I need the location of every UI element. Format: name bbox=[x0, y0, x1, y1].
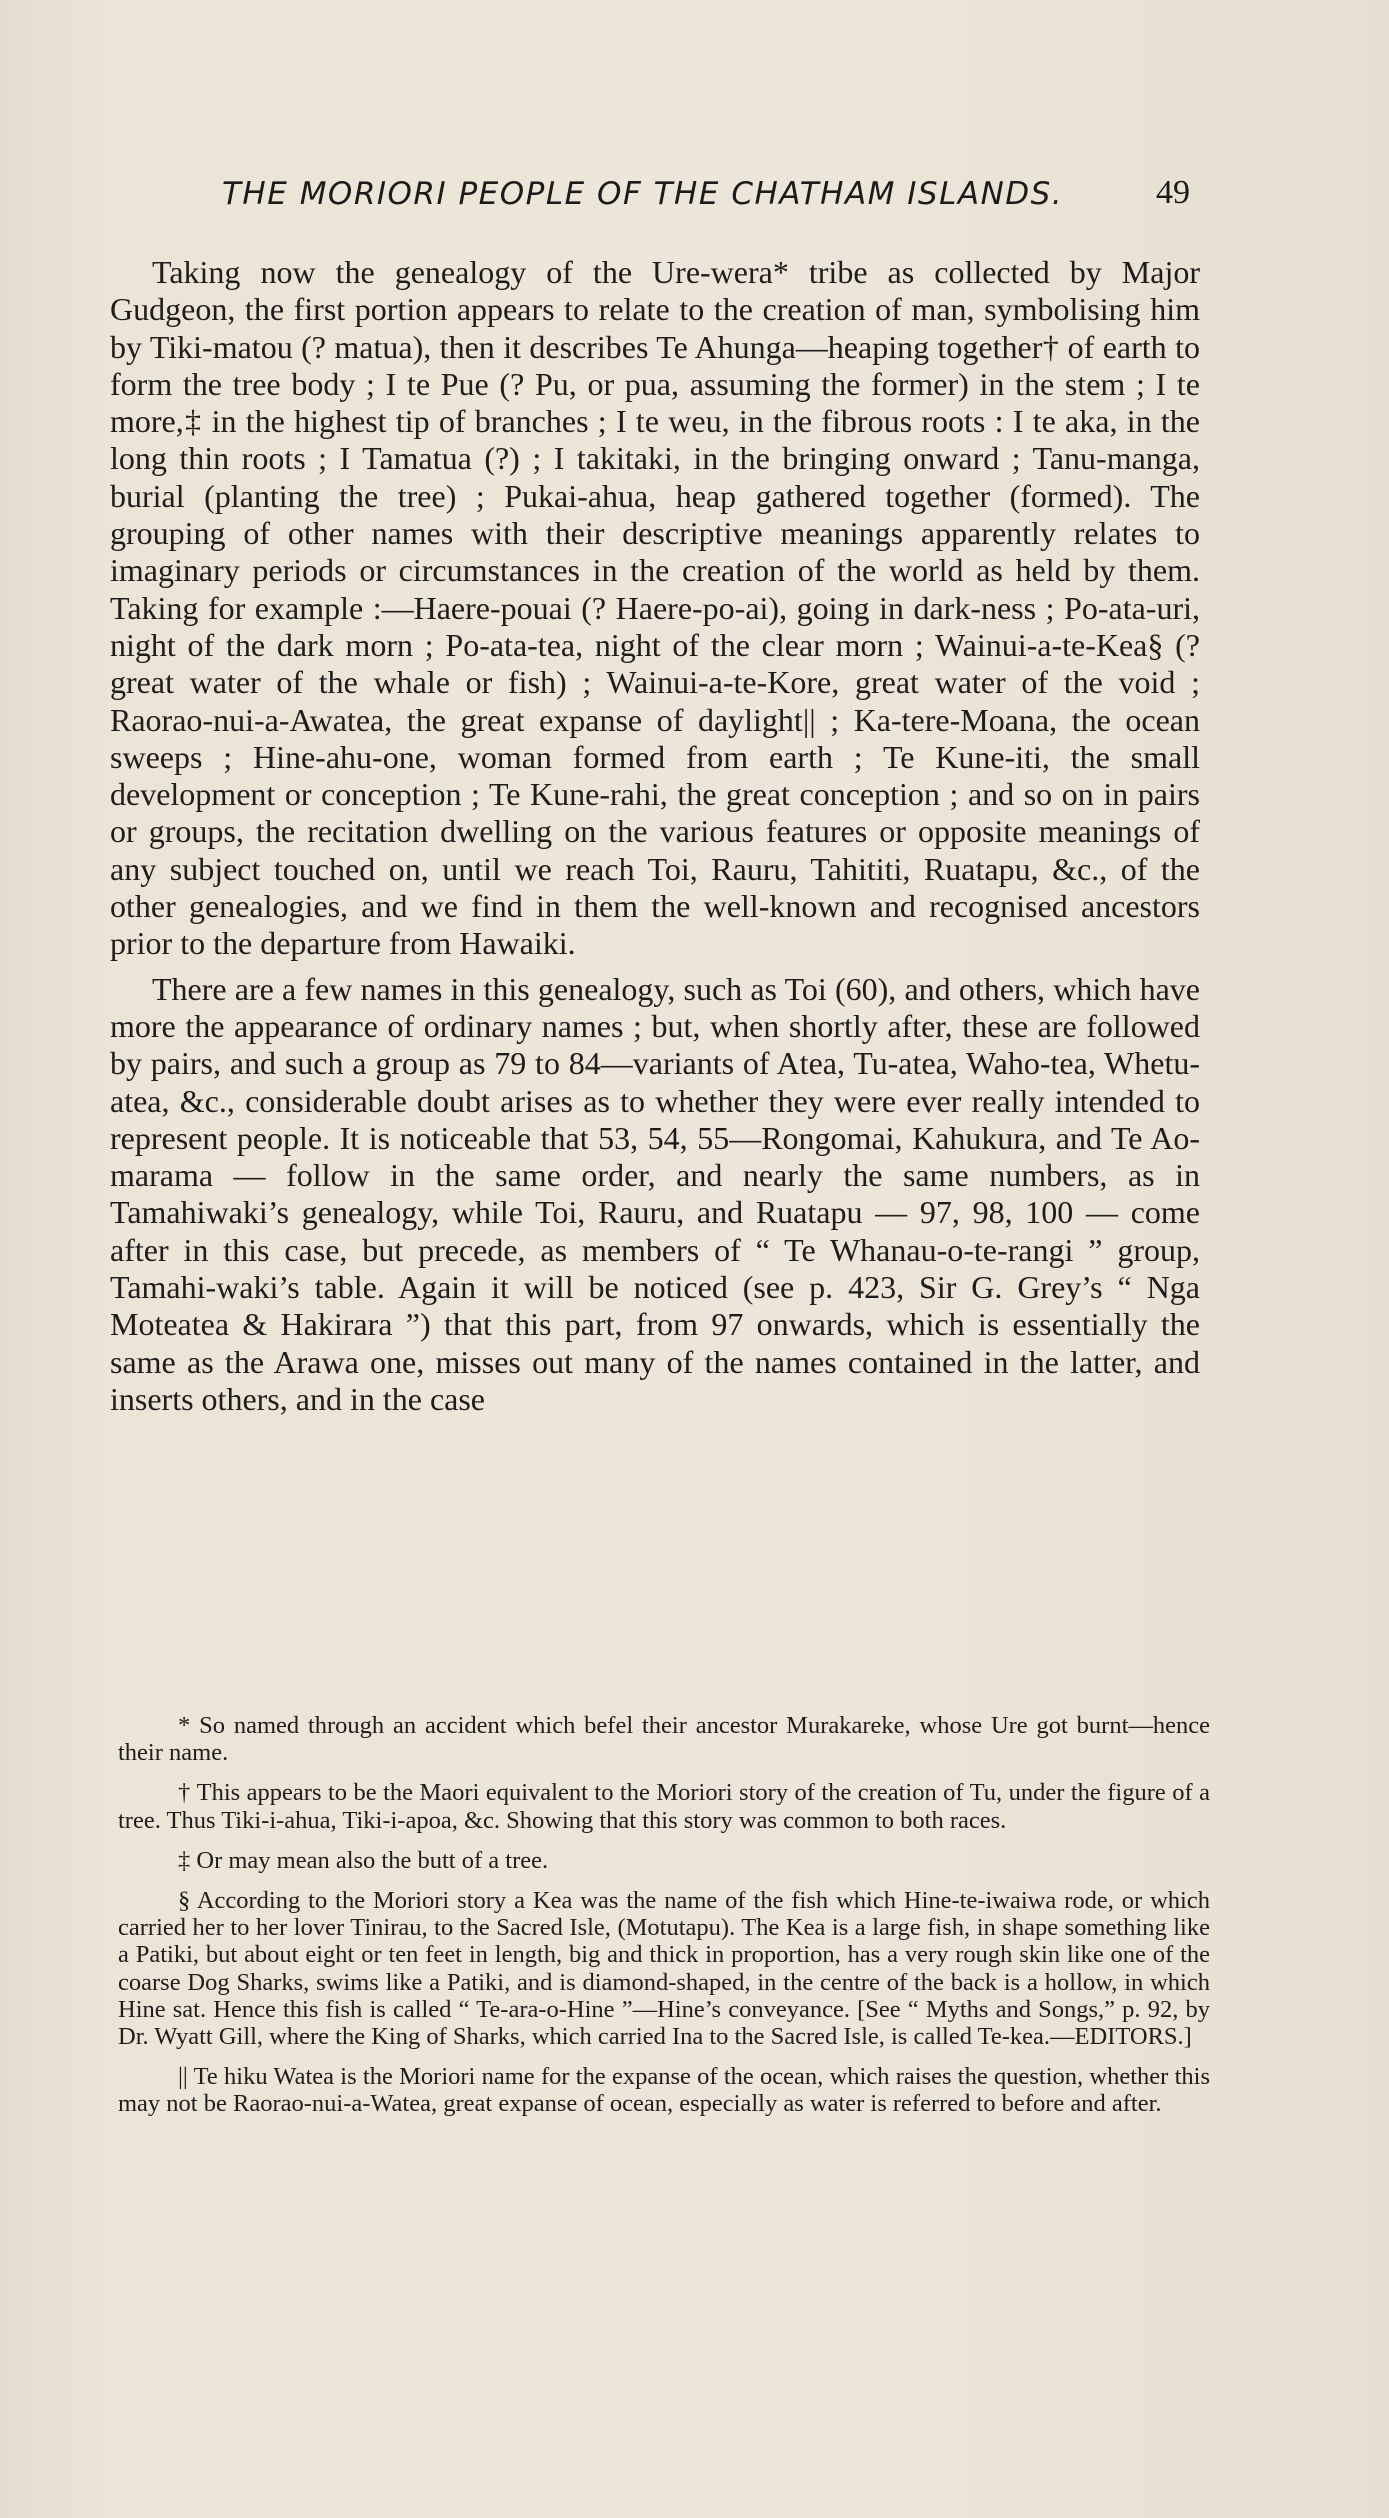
footnote-section: § According to the Moriori story a Kea was the name of the fish which Hine-te-iwaiwa rode, or which carried her to her lover Tinirau, to the Sacred Isle, (Motutapu). The Kea is a large fish, in shape something like a Patiki, but about eight or ten feet in length, big and thick in proportion, has a very rough skin like one of the coarse Dog Sharks, swims like a Patiki, and is diamond-shaped, in the centre of the back is a hollow, in which Hine sat. Hence this fish is called “ Te-ara-o-Hine ”—Hine’s conveyance. [See “ Myths and Songs,” p. 92, by Dr. Wyatt Gill, where the King of Sharks, which carried Ina to the Sacred Isle, is called Te-kea.—EDITORS.] bbox=[118, 1887, 1210, 2051]
footnote-double-dagger: ‡ Or may mean also the butt of a tree. bbox=[178, 1846, 549, 1874]
page-number: 49 bbox=[1156, 174, 1190, 211]
footnote-asterisk: * So named through an accident which befel their ancestor Murakareke, whose Ure got burnt—hence their name. bbox=[118, 1712, 1210, 1767]
main-text bbox=[110, 254, 1200, 1426]
paragraph: Taking now the genealogy of the Ure-wera* tribe as collected by Major Gudgeon, the first portion appears to relate to the creation of man, symbolising him by Tiki-matou (? matua), then it describes Te Ahunga—heaping together† of earth to form the tree body ; I te Pue (? Pu, or pua, assuming the former) in the stem ; I te more,‡ in the highest tip of branches ; I te weu, in the fibrous roots : I te aka, in the long thin roots ; I Tamatua (?) ; I takitaki, in the bringing onward ; Tanu-manga, burial (planting the tree) ; Pukai-ahua, heap gathered together (formed). The grouping of other names with their descriptive meanings apparently relates to imaginary periods or circumstances in the creation of the world as held by them. Taking for example :—Haere-pouai (? Haere-po-ai), going in dark-ness ; Po-ata-uri, night of the dark morn ; Po-ata-tea, night of the clear morn ; Wainui-a-te-Kea§ (? great water of the whale or fish) ; Wainui-a-te-Kore, great water of the void ; Raorao-nui-a-Awatea, the great expanse of daylight|| ; Ka-tere-Moana, the ocean sweeps ; Hine-ahu-one, woman formed from earth ; Te Kune-iti, the small development or conception ; Te Kune-rahi, the great conception ; and so on in pairs or groups, the recitation dwelling on the various features or opposite meanings of any subject touched on, until we reach Toi, Rauru, Tahititi, Ruatapu, &c., of the other genealogies, and we find in them the well-known and recognised ancestors prior to the departure from Hawaiki. bbox=[110, 254, 1200, 962]
running-title: THE MORIORI PEOPLE OF THE CHATHAM ISLANDS. bbox=[222, 176, 1064, 212]
paragraph: There are a few names in this genealogy, such as Toi (60), and others, which have more the appearance of ordinary names ; but, when shortly after, these are followed by pairs, and such a group as 79 to 84—variants of Atea, Tu-atea, Waho-tea, Whetu-atea, &c., considerable doubt arises as to whether they were ever really intended to represent people. It is noticeable that 53, 54, 55—Rongomai, Kahukura, and Te Ao-marama — follow in the same order, and nearly the same numbers, as in Tamahiwaki’s genealogy, while Toi, Rauru, and Ruatapu — 97, 98, 100 — come after in this case, but precede, as members of “ Te Whanau-o-te-rangi ” group, Tamahi-waki’s table. Again it will be noticed (see p. 423, Sir G. Grey’s “ Nga Moteatea & Hakirara ”) that this part, from 97 onwards, which is essentially the same as the Arawa one, misses out many of the names contained in the latter, and inserts others, and in the case bbox=[110, 970, 1200, 1417]
page-header bbox=[110, 172, 1190, 222]
footnote-dagger: † This appears to be the Maori equivalent to the Moriori story of the creation of Tu, under the figure of a tree. Thus Tiki-i-ahua, Tiki-i-apoa, &c. Showing that this story was common to both races. bbox=[118, 1779, 1210, 1834]
footnotes bbox=[118, 1712, 1210, 2131]
footnote-parallel: || Te hiku Watea is the Moriori name for the expanse of the ocean, which raises the question, whether this may not be Raorao-nui-a-Watea, great expanse of ocean, especially as water is referred to before and after. bbox=[118, 2063, 1210, 2118]
